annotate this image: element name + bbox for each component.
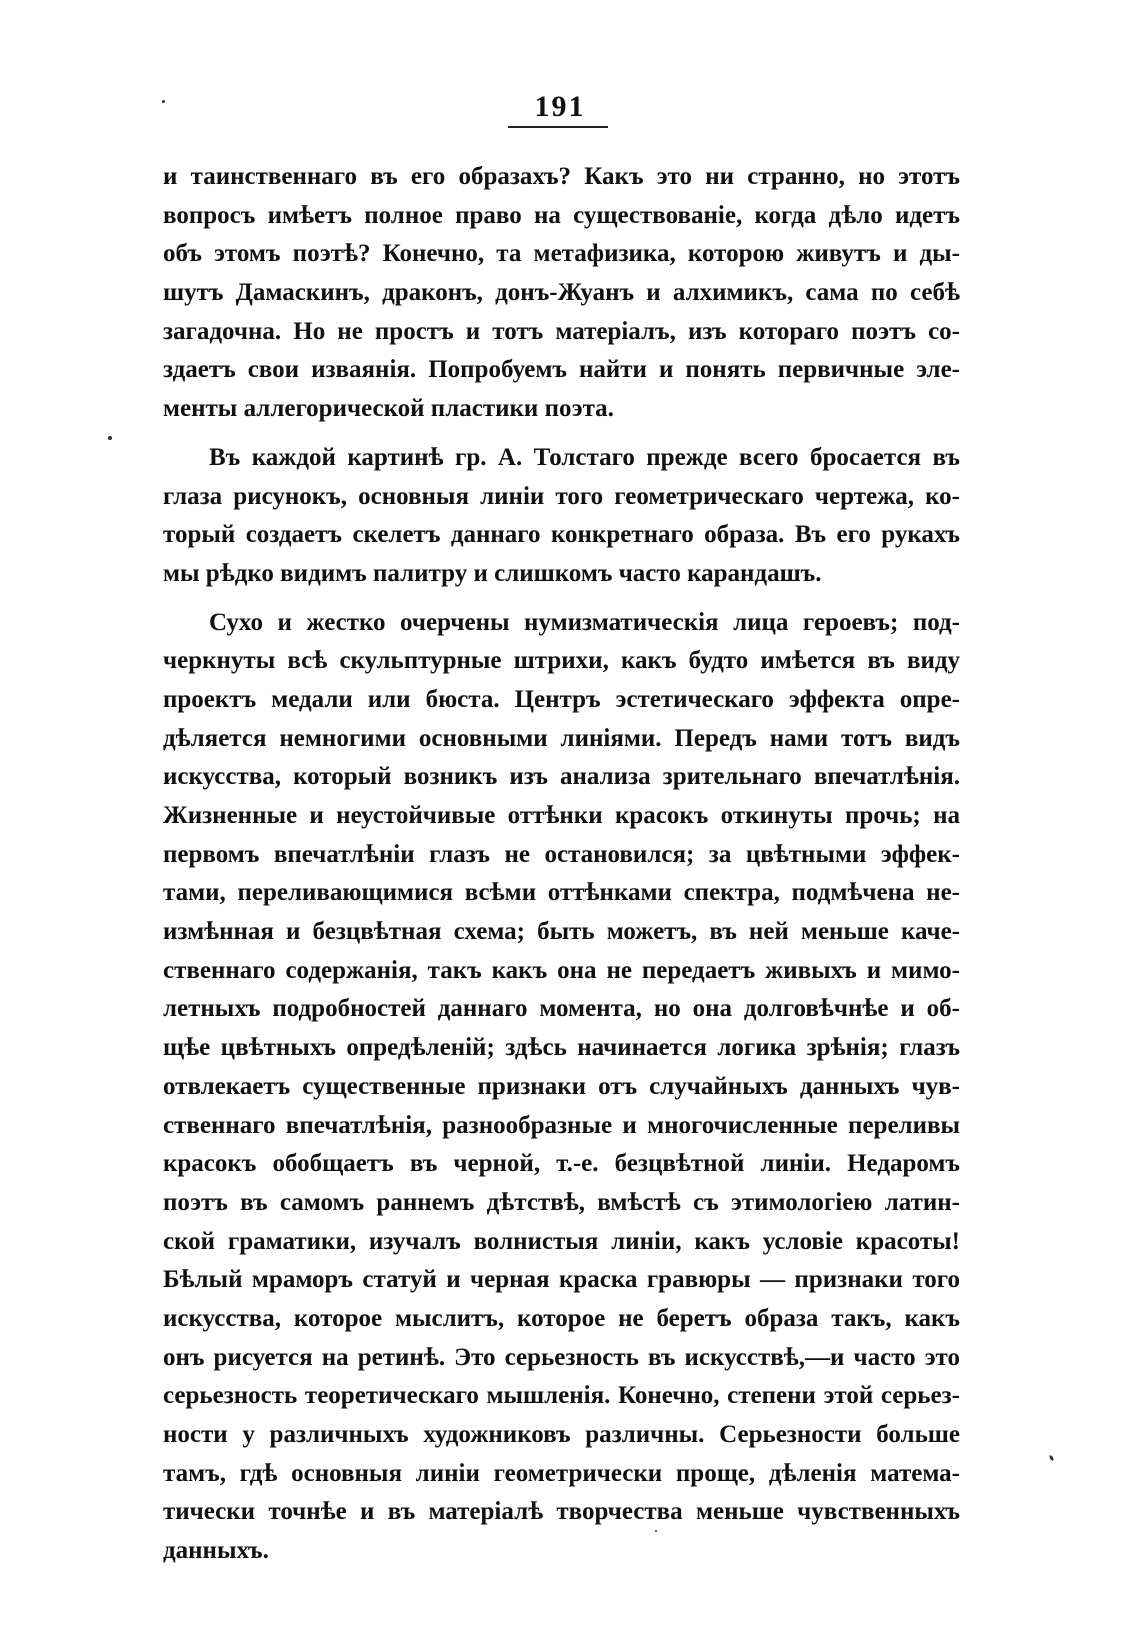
text-line: мы рѣдко видимъ палитру и слишкомъ часто карандашъ.	[163, 559, 822, 587]
text-line: торый создаетъ скелетъ даннаго конкретнаго образа. Въ его рукахъ	[163, 521, 960, 549]
text-line: онъ рисуется на ретинѣ. Это серьезность въ искусствѣ,—и часто это	[163, 1343, 960, 1371]
text-line: тически точнѣе и въ матеріалѣ творчества меньше чувственныхъ	[163, 1498, 960, 1526]
scan-speck	[655, 1530, 657, 1532]
text-line: Жизненные и неустойчивые оттѣнки красокъ откинуты прочь; на	[163, 802, 960, 829]
text-line: вопросъ имѣетъ полное право на существованіе, когда дѣло идетъ	[163, 201, 960, 229]
text-line: глаза рисунокъ, основныя линіи того геометрическаго чертежа, ко-	[163, 482, 960, 510]
paragraph-gap	[163, 594, 960, 604]
text-line: тамъ, гдѣ основныя линіи геометрически проще, дѣленія матема-	[163, 1459, 960, 1487]
text-line: шутъ Дамаскинъ, драконъ, донъ-Жуанъ и алхимикъ, сама по себѣ	[163, 279, 960, 307]
text-line: черкнуты всѣ скульптурные штрихи, какъ будто имѣется въ виду	[163, 647, 960, 675]
text-line: искусства, который возникъ изъ анализа зрительнаго впечатлѣнія.	[163, 763, 960, 791]
text-line: проектъ медали или бюста. Центръ эстетическаго эффекта опре-	[163, 685, 960, 713]
text-line: Бѣлый мраморъ статуй и черная краска гравюры — признаки того	[163, 1266, 960, 1294]
text-line: щѣе цвѣтныхъ опредѣленій; здѣсь начинается логика зрѣнія; глазъ	[163, 1034, 960, 1062]
text-line: поэтъ въ самомъ раннемъ дѣтствѣ, вмѣстѣ съ этимологіею латин-	[163, 1188, 960, 1216]
text-line: первомъ впечатлѣніи глазъ не остановился; за цвѣтными эффек-	[163, 840, 960, 868]
text-line: ственнаго впечатлѣнія, разнообразные и многочисленные переливы	[163, 1111, 960, 1139]
text-line: ности у различныхъ художниковъ различны. Серьезности больше	[163, 1421, 960, 1448]
text-line: отвлекаетъ существенные признаки отъ случайныхъ данныхъ чув-	[163, 1072, 960, 1100]
text-line: ственнаго содержанія, такъ какъ она не передаетъ живыхъ и мимо-	[163, 956, 960, 984]
text-line: искусства, которое мыслитъ, которое не беретъ образа такъ, какъ	[163, 1304, 960, 1332]
text-line: загадочна. Но не простъ и тотъ матеріалъ, изъ котораго поэтъ со-	[163, 317, 960, 345]
text-line: ской граматики, изучалъ волнистыя линіи, какъ условіе красоты!	[163, 1227, 960, 1255]
scan-speck	[162, 100, 165, 103]
text-line: и таинственнаго въ его образахъ? Какъ это ни странно, но этотъ	[163, 163, 960, 190]
page-number: 191	[534, 90, 586, 123]
text-line: данныхъ.	[163, 1537, 269, 1565]
text-line: красокъ обобщаетъ въ черной, т.-е. безцвѣтной линіи. Недаромъ	[163, 1150, 960, 1178]
page-number-rule	[508, 126, 608, 128]
scan-speck	[108, 436, 112, 440]
text-line: менты аллегорической пластики поэта.	[163, 395, 614, 423]
text-line: дѣляется немногими основными линіями. Передъ нами тотъ видъ	[163, 724, 960, 752]
text-line: объ этомъ поэтѣ? Конечно, та метафизика, которою живутъ и ды-	[163, 240, 960, 268]
text-line: здаетъ свои изваянія. Попробуемъ найти и понять первичные эле-	[163, 356, 960, 384]
body-text	[163, 158, 960, 1571]
text-line: Сухо и жестко очерчены нумизматическія лица героевъ; под-	[209, 608, 960, 636]
text-line: тами, переливающимися всѣми оттѣнками спектра, подмѣчена не-	[163, 879, 960, 907]
scan-speck	[1049, 1455, 1055, 1462]
text-line: серьезность теоретическаго мышленія. Конечно, степени этой серьез-	[163, 1382, 960, 1410]
paragraph-gap	[163, 429, 960, 439]
text-line: измѣнная и безцвѣтная схема; быть можетъ, въ ней меньше каче-	[163, 918, 960, 946]
text-line: летныхъ подробностей даннаго момента, но она долговѣчнѣе и об-	[163, 995, 960, 1023]
text-line: Въ каждой картинѣ гр. А. Толстаго прежде всего бросается въ	[209, 443, 960, 471]
